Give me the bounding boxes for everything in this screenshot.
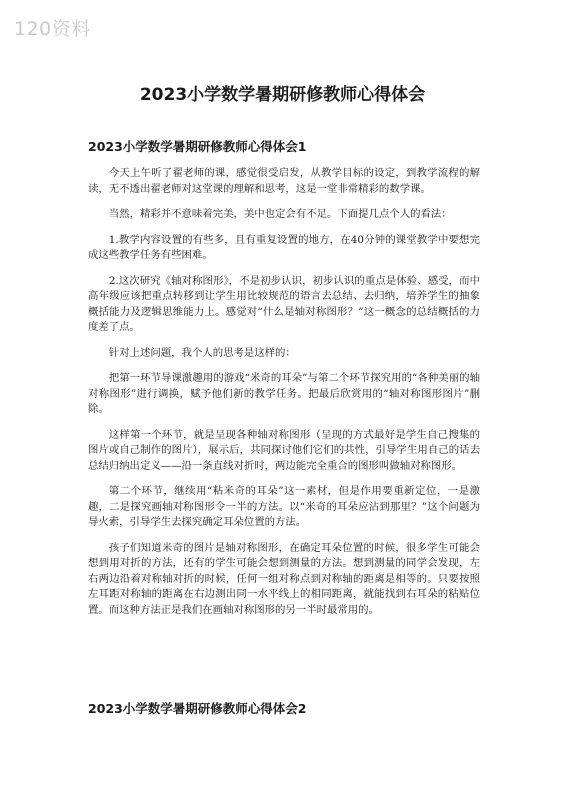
paragraph: 孩子们知道米奇的图片是轴对称图形，在确定耳朵位置的时候，很多学生可能会想到用对折的方法，还有的学生可能会想到测量的方法。想到测量的同学会发现，左右两边沿着对称轴对折的时候，任何一组对称点到对称轴的距离是相等的。只要按照左耳距对称轴的距离在右边测出同一水平线上的相同距离，就能找到右耳朵的粘贴位置。而这种方法正是我们在画轴对称图形的另一半时最常用的。 <box>88 541 480 616</box>
paragraph: 针对上述问题，我个人的思考是这样的： <box>108 346 296 359</box>
section-heading-2: 2023小学数学暑期研修教师心得体会2 <box>88 701 307 716</box>
watermark: 120资料 <box>14 18 91 40</box>
document-title: 2023小学数学暑期研修教师心得体会 <box>139 85 426 105</box>
body-text <box>88 166 480 628</box>
paragraph: 第二个环节，继续用“粘米奇的耳朵”这一素材，但是作用要重新定位，一是激趣，二是探究画轴对称图形令一半的方法。以“米奇的耳朵应沾到那里？”这个问题为导火索，引导学生去探究确定耳朵位置的方法。 <box>88 485 480 528</box>
paragraph: 2.这次研究《轴对称图形》，不是初步认识，初步认识的重点是体验、感受，而中高年级应该把重点转移到让学生用比较规范的语言去总结、去归纳，培养学生的抽象概括能力及逻辑思维能力上。感觉对“什么是轴对称图形？”这一概念的总结概括的力度差了点。 <box>88 274 480 333</box>
paragraph: 这样第一个环节，就是呈现各种轴对称图形（呈现的方式最好是学生自己搜集的图片或自己制作的图片），展示后，共同探讨他们它们的共性，引导学生用自己的话去总结归纳出定义——沿一条直线对折时，两边能完全重合的图形叫做轴对称图形。 <box>88 428 480 472</box>
paragraph: 把第一环节导课激趣用的游戏“米奇的耳朵”与第二个环节探究用的“各种美丽的轴对称图形”进行调换，赋予他们新的教学任务。把最后欣赏用的“轴对称图形图片”删除。 <box>88 372 480 415</box>
paragraph: 当然，精彩并不意味着完美，美中也定会有不足。下面提几点个人的看法： <box>108 208 452 220</box>
paragraph: 今天上午听了翟老师的课，感觉很受启发，从教学目标的设定，到教学流程的解读，无不透出翟老师对这堂课的理解和思考，这是一堂非常精彩的数学课。 <box>88 167 480 195</box>
paragraph: 1.教学内容设置的有些多，且有重复设置的地方，在40分钟的课堂教学中要想完成这些教学任务有些困难。 <box>88 233 480 261</box>
section-heading-1: 2023小学数学暑期研修教师心得体会1 <box>88 139 307 154</box>
